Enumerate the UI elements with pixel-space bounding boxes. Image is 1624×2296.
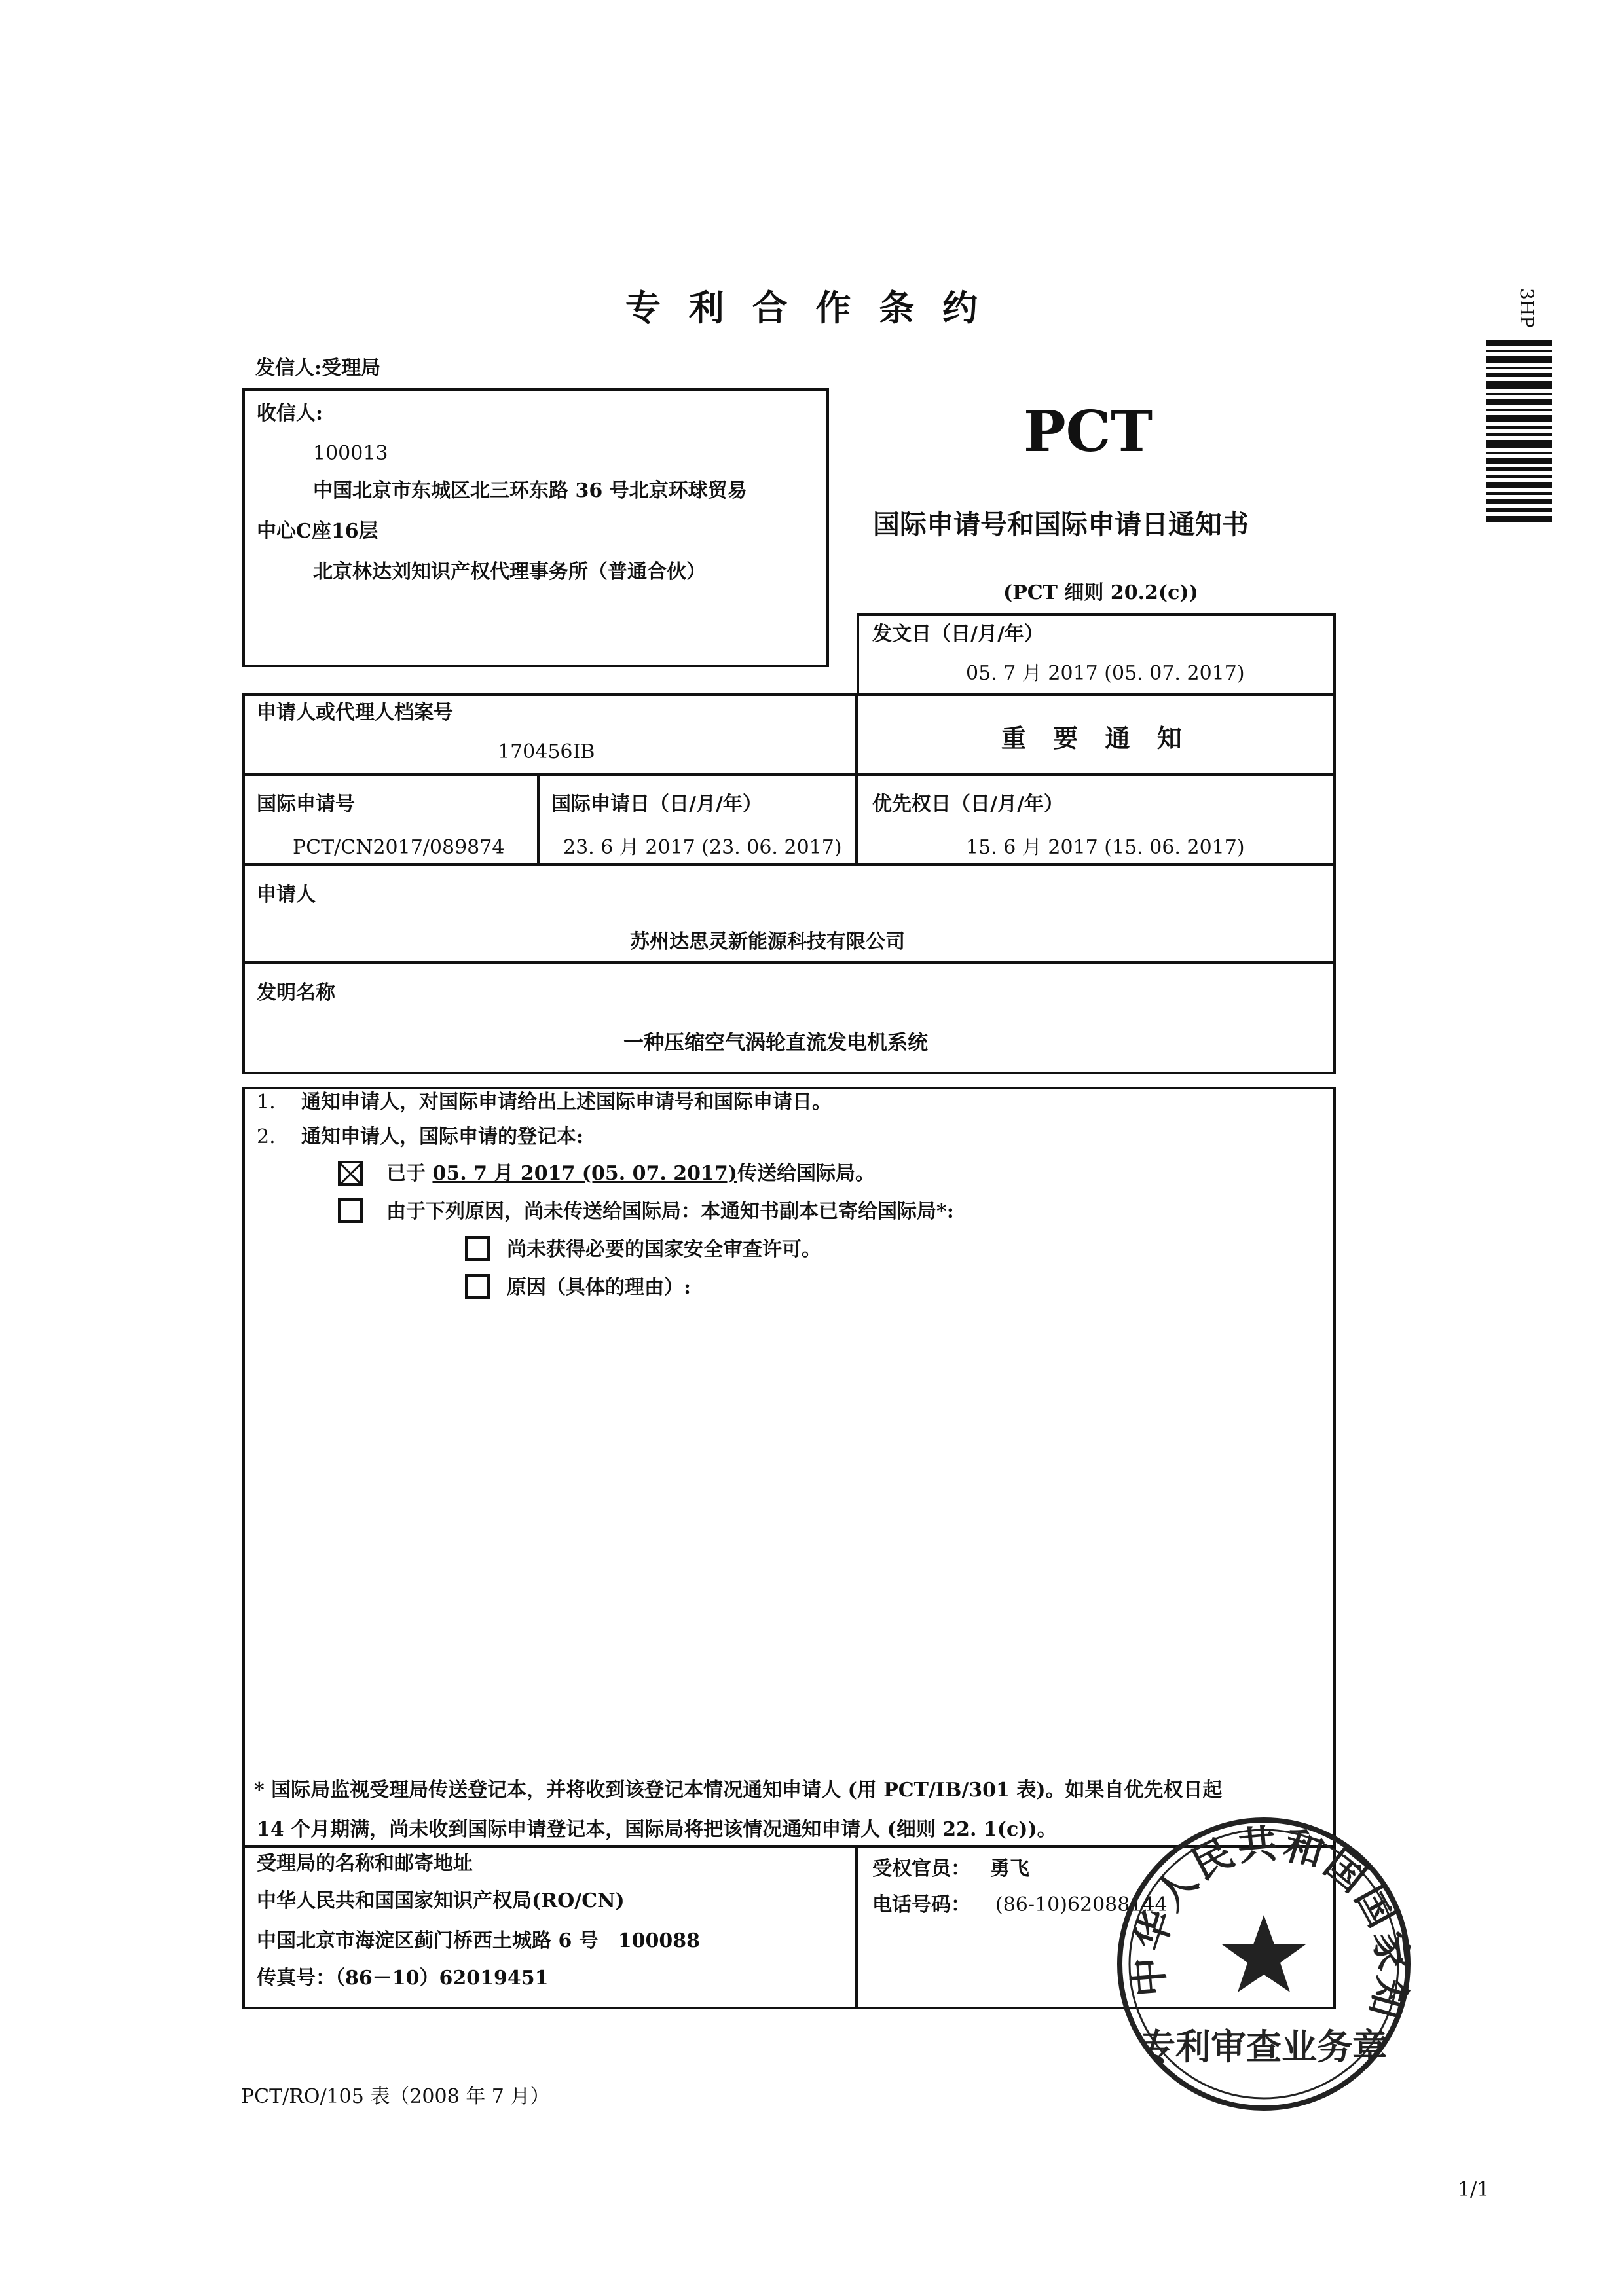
file-ref-value: 170456IB [498,740,595,763]
official-seal-graphic [1107,1807,1421,2121]
security-clearance-checkbox[interactable] [465,1236,490,1261]
transmitted-checkbox[interactable] [338,1161,363,1186]
not-transmitted-text: 由于下列原因，尚未传送给国际局：本通知书副本已寄给国际局*: [386,1200,954,1223]
footnote-line1: * 国际局监视受理局传送登记本，并将收到该登记本情况通知申请人 (用 PCT/IB/301 表)。如果自优先权日起 [254,1779,1223,1802]
officer-name: 勇飞 [990,1857,1029,1880]
office-fax: 传真号：（86－10）62019451 [257,1967,549,1990]
applicant-label: 申请人 [257,883,316,906]
office-divider [855,1845,858,2009]
recipient-address-line1: 中国北京市东城区北三环东路 36 号北京环球贸易 [313,479,747,502]
office-address: 中国北京市海淀区蓟门桥西土城路 6 号 100088 [257,1929,701,1952]
footnote-line2: 14 个月期满，尚未收到国际申请登记本，国际局将把该情况通知申请人 (细则 22. 1(c))。 [257,1818,1057,1841]
item1-text: 通知申请人，对国际申请给出上述国际申请号和国际申请日。 [301,1091,832,1114]
officer-label: 受权官员： [872,1857,970,1880]
page-number: 1/1 [1458,2178,1490,2201]
security-clearance-text: 尚未获得必要的国家安全审查许可。 [507,1238,821,1261]
recipient-agency: 北京林达刘知识产权代理事务所（普通合伙） [313,560,706,583]
intl-filing-date-value: 23. 6 月 2017 (23. 06. 2017) [563,836,842,859]
pct-heading: PCT [1024,399,1153,465]
transmitted-prefix: 已于 [386,1162,426,1185]
transmitted-text [386,1163,875,1185]
barcode [1486,275,1552,524]
grid-divider [242,961,1336,964]
other-reason-checkbox[interactable] [465,1274,490,1299]
intl-filing-date-label: 国际申请日（日/月/年） [551,793,762,816]
office-label: 受理局的名称和邮寄地址 [257,1852,473,1875]
mailing-date-value: 05. 7 月 2017 (05. 07. 2017) [966,662,1245,685]
office-name: 中华人民共和国国家知识产权局(RO/CN) [257,1889,625,1912]
grid-divider [855,693,858,864]
recipient-postcode: 100013 [313,442,388,465]
transmitted-date: 05. 7 月 2017 (05. 07. 2017) [432,1162,737,1185]
recipient-address-line2: 中心C座16层 [257,520,378,543]
other-reason-text: 原因（具体的理由）: [507,1276,692,1299]
sender-line: 发信人:受理局 [255,357,381,380]
phone-label: 电话号码： [872,1893,970,1916]
grid-divider [537,774,540,864]
grid-divider [242,863,1336,866]
intl-app-no-label: 国际申请号 [257,793,355,816]
file-ref-label: 申请人或代理人档案号 [257,701,453,724]
invention-title: 一种压缩空气涡轮直流发电机系统 [623,1031,928,1055]
grid-divider [242,773,1336,776]
not-transmitted-checkbox[interactable] [338,1198,363,1223]
form-id: PCT/RO/105 表（2008 年 7 月） [241,2085,550,2108]
mailing-date-label: 发文日（日/月/年） [872,623,1044,646]
notice-title: 国际申请号和国际申请日通知书 [873,509,1249,540]
applicant-value: 苏州达思灵新能源科技有限公司 [630,930,905,953]
priority-date-value: 15. 6 月 2017 (15. 06. 2017) [966,836,1245,859]
document-title: 专 利 合 作 条 约 [625,287,986,329]
phone-value: (86-10)62088144 [995,1893,1168,1916]
transmitted-suffix: 传送给国际局。 [737,1162,875,1185]
barcode-text: 3HP [1516,288,1538,329]
invention-label: 发明名称 [257,981,335,1004]
item2-number: 2. [257,1125,276,1148]
item2-text: 通知申请人，国际申请的登记本: [301,1125,584,1148]
svg-text:专利审查业务章: 专利审查业务章 [1140,2026,1388,2068]
item1-number: 1. [257,1091,276,1114]
recipient-label: 收信人: [257,402,323,425]
priority-date-label: 优先权日（日/月/年） [872,793,1063,816]
important-notice: 重 要 通 知 [1001,723,1191,753]
intl-app-no-value: PCT/CN2017/089874 [293,836,505,859]
official-seal [1107,1807,1421,2121]
svg-text:中华人民共和国国家知识产权局: 中华人民共和国国家知 [1124,1820,1416,2026]
rule-reference: (PCT 细则 20.2(c)) [1003,581,1198,604]
